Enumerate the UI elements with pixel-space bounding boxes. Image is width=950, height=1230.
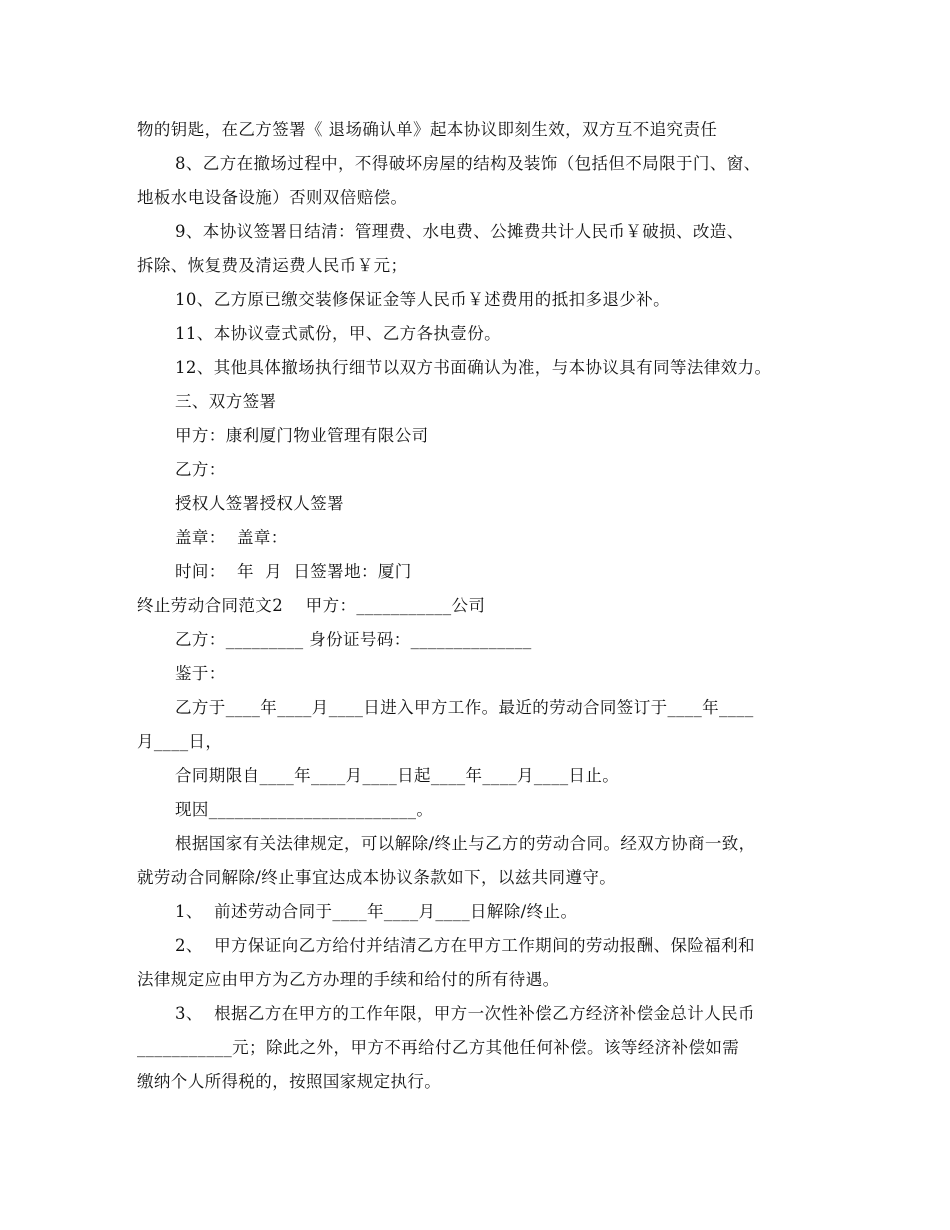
text-line: 拆除、恢复费及清运费人民币￥元；: [137, 256, 408, 275]
party-b-id-line: 乙方：_________ 身份证号码：______________: [175, 630, 532, 649]
text-line: 9、本协议签署日结清：管理费、水电费、公摊费共计人民币￥破损、改造、: [175, 222, 744, 241]
text-line: ___________元；除此之外，甲方不再给付乙方其他任何补偿。该等经济补偿如需: [137, 1038, 740, 1057]
text-line: 地板水电设备设施）否则双倍赔偿。: [137, 188, 408, 207]
text-line: 根据国家有关法律规定，可以解除/终止与乙方的劳动合同。经双方协商一致，: [175, 834, 756, 853]
text-line: 3、 根据乙方在甲方的工作年限，甲方一次性补偿乙方经济补偿金总计人民币: [175, 1004, 755, 1023]
text-line: 合同期限自____年____月____日起____年____月____日止。: [175, 766, 620, 785]
text-line: 就劳动合同解除/终止事宜达成本协议条款如下，以兹共同遵守。: [137, 868, 617, 887]
text-line: 现因________________________。: [175, 800, 434, 819]
text-line: 11、本协议壹式贰份，甲、乙方各执壹份。: [175, 324, 501, 343]
party-a-line: 甲方：康利厦门物业管理有限公司: [175, 426, 429, 445]
text-line: 物的钥匙，在乙方签署《 退场确认单》起本协议即刻生效，双方互不追究责任: [137, 120, 718, 139]
text-line: 10、乙方原已缴交装修保证金等人民币￥述费用的抵扣多退少补。: [175, 290, 670, 309]
doc-title-line: 终止劳动合同范文2 甲方：___________公司: [137, 596, 486, 615]
text-line: 法律规定应由甲方为乙方办理的手续和给付的所有待遇。: [137, 970, 560, 989]
text-line: 缴纳个人所得税的，按照国家规定执行。: [137, 1072, 442, 1091]
text-line: 鉴于：: [175, 664, 226, 683]
party-b-line: 乙方：: [175, 460, 226, 479]
text-line: 12、其他具体撤场执行细节以双方书面确认为准，与本协议具有同等法律效力。: [175, 358, 772, 377]
date-place-line: 时间： 年 月 日签署地：厦门: [175, 562, 412, 581]
text-line: 乙方于____年____月____日进入甲方工作。最近的劳动合同签订于____年____: [175, 698, 754, 717]
section-heading: 三、双方签署: [175, 392, 277, 411]
signature-line: 授权人签署授权人签署: [175, 494, 344, 513]
text-line: 月____日，: [137, 732, 223, 751]
text-line: 1、 前述劳动合同于____年____月____日解除/终止。: [175, 902, 578, 921]
text-line: 8、乙方在撤场过程中，不得破坏房屋的结构及装饰（包括但不局限于门、窗、: [175, 154, 761, 173]
text-line: 2、 甲方保证向乙方给付并结清乙方在甲方工作期间的劳动报酬、保险福利和: [175, 936, 755, 955]
seal-line: 盖章： 盖章：: [175, 528, 288, 547]
